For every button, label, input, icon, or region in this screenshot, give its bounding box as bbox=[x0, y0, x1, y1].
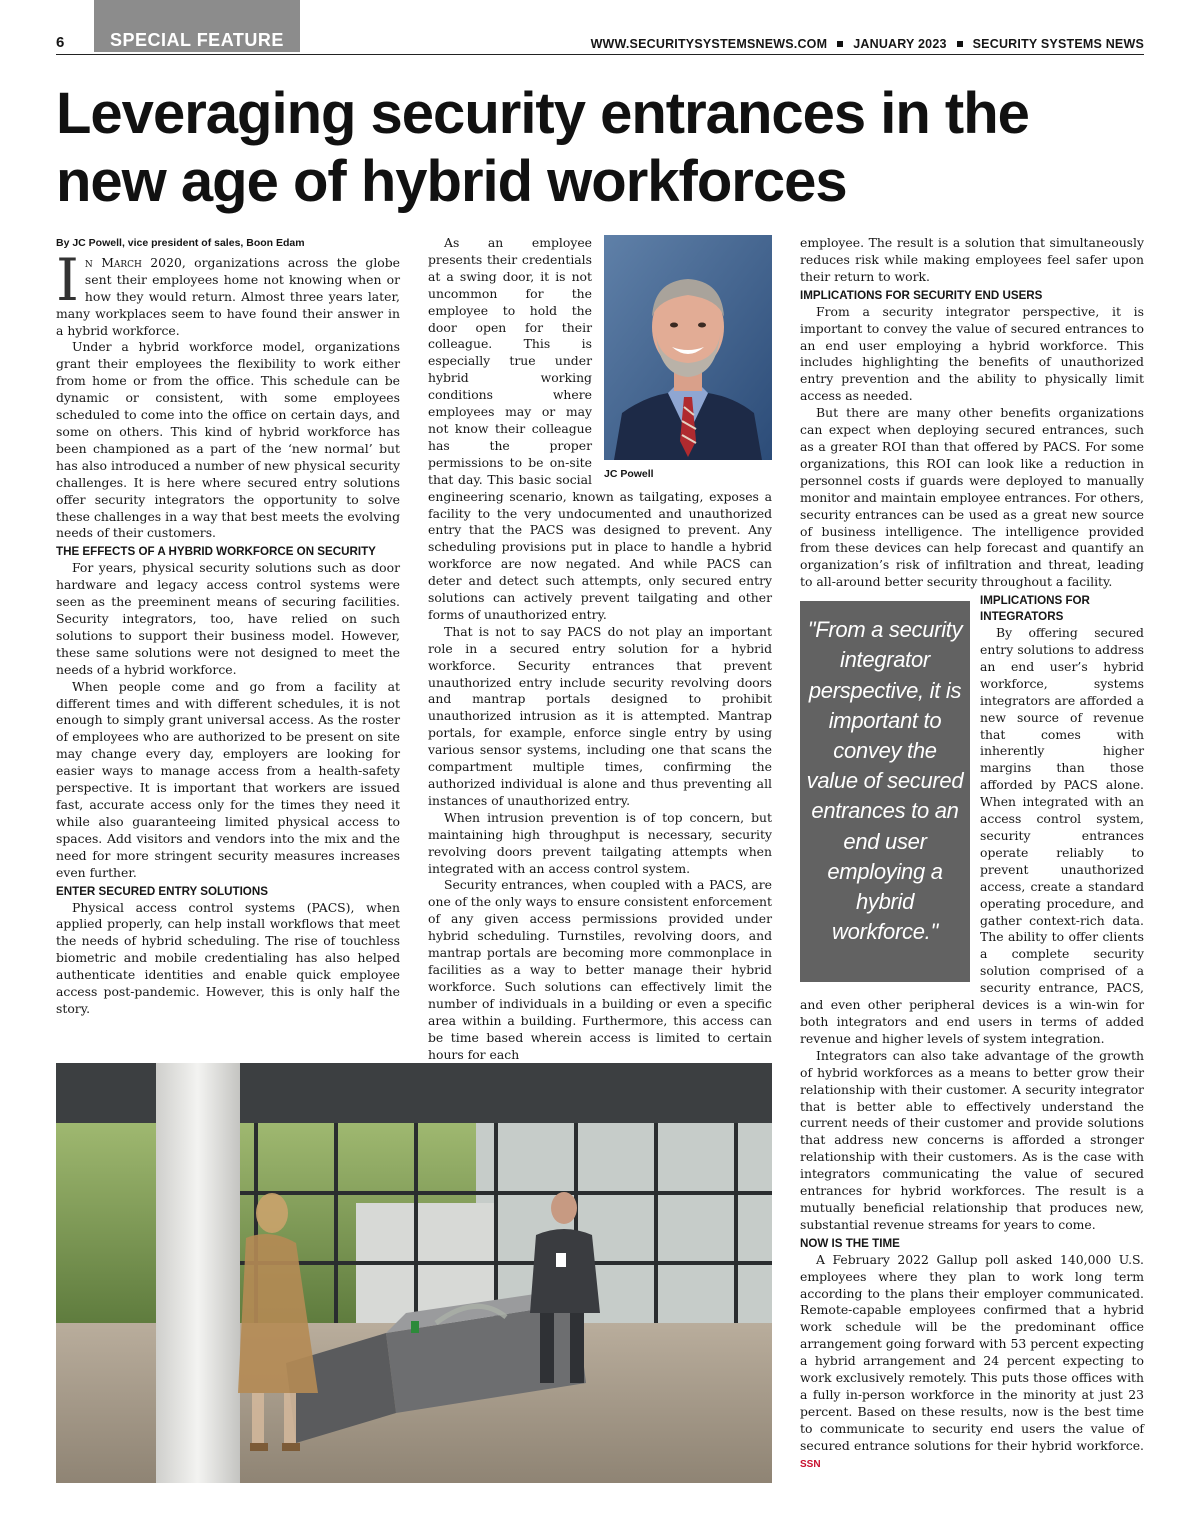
subhead: NOW IS THE TIME bbox=[800, 1236, 900, 1250]
masthead bbox=[591, 37, 1144, 51]
author-photo bbox=[604, 235, 772, 460]
author-headshot bbox=[604, 235, 772, 483]
lead-smallcaps: n March bbox=[84, 254, 142, 270]
publication-name: SECURITY SYSTEMS NEWS bbox=[972, 37, 1144, 51]
article-column-3 bbox=[800, 235, 1144, 1474]
paragraph: Physical access control systems (PACS), when applied properly, can help install workflows that meet the needs of hybrid scheduling. The rise of touchless biometric and mobile credentialing has also helped authenticate identities and enable quick employee access post-pandemic. However, this is only half the story. bbox=[56, 899, 400, 1016]
paragraph: employee. The result is a solution that simultaneously reduces risk while making employees feel safer upon their return to work. bbox=[800, 235, 1144, 284]
article-column-1 bbox=[56, 235, 400, 1018]
paragraph: When people come and go from a facility at different times and with different schedules, it is not enough to simply grant universal access. As the roster of employees who are authorized to be present on site may change every day, employers are looking for easier ways to manage access from a health-safety perspective. It is important that workers are issued fast, accurate access only for the times they need it while also guaranteeing limited physical access to spaces. Add visitors and vendors into the mix and the need for more stringent security measures increases even further. bbox=[56, 678, 400, 880]
separator-square-icon bbox=[957, 41, 963, 47]
paragraph: From a security integrator perspective, it is important to convey the value of secured entrances to an end user employing a hybrid workforce. This includes highlighting the benefits of unauthorized entry prevention and the ability to physically limit access as needed. bbox=[800, 303, 1144, 404]
paragraph-text: A February 2022 Gallup poll asked 140,000 U.S. employees where they plan to work long term according to the plans their employer communicated. Remote-capable employees confirmed that a hybrid work schedule will be the predominant office arrangement going forward with 53 percent expecting a hybrid arrangement and 24 percent expecting to work exclusively remotely. This puts those offices with a fully in-person workforce in the minority at just 23 percent. Based on these results, now is the best time to communicate to security end users the value of secured entrance solutions for their hybrid workforce. bbox=[800, 1251, 1144, 1453]
subhead: THE EFFECTS OF A HYBRID WORKFORCE ON SECURITY bbox=[56, 545, 376, 559]
paragraph: For years, physical security solutions such as door hardware and legacy access control systems were seen as the preeminent means of securing facilities. Security integrators, too, have relied on such solutions to support their business model. However, these same solutions were not designed to meet the needs of a hybrid workforce. bbox=[56, 560, 400, 677]
paragraph: As an employee presents their credentials at a swing door, it is not uncommon for the employee to hold the door open for their colleague. This is especially true under hybrid working conditions where employees may or may not know their colleague has the proper permissions to be on-site that day. This basic social engineering scenario, known as tailgating, exposes a facility to the very undocumented and unauthorized entry that the PACS was designed to prevent. Any scheduling provisions put in place to handle a hybrid workforce are now negated. And while PACS can deter and detect such attempts, only secured entry solutions can actively prevent tailgating and other forms of unauthorized entry. bbox=[428, 235, 772, 622]
headshot-caption: JC Powell bbox=[604, 468, 654, 480]
subhead: IMPLICATIONS FOR INTEGRATORS bbox=[980, 594, 1090, 624]
end-mark: SSN bbox=[800, 1458, 821, 1470]
paragraph: But there are many other benefits organizations can expect when deploying secured entrances, such as a greater ROI than that offered by PACS. For some organizations, this ROI can look like a reduction in personnel costs if guards were deployed to manually monitor and maintain employee entrances. For others, security entrances can be used as a great new source of business intelligence. The intelligence provided from these devices can help forecast and quantify an organization’s risk of infiltration and threat, leading to all-around better security throughout a facility. bbox=[800, 405, 1144, 590]
site-url: WWW.SECURITYSYSTEMSNEWS.COM bbox=[590, 37, 828, 51]
separator-square-icon bbox=[837, 41, 843, 47]
paragraph: Integrators can also take advantage of the growth of hybrid workforces as a means to better grow their relationship with their customer. A security integrator that is better able to effectively understand the current needs of their customer and provide solutions that address new concerns is afforded a stronger relationship with their customers. As is the case with integrators communicating the value of secured entrances for hybrid workforces. The result is a mutually beneficial relationship that produces new, substantial revenue streams for years to come. bbox=[800, 1047, 1144, 1232]
paragraph: Security entrances, when coupled with a PACS, are one of the only ways to ensure consistent enforcement of any given access permissions provided under hybrid scheduling. Turnstiles, revolving doors, and mantrap portals are becoming more commonplace in facilities as a way to better manage their hybrid workforce. Such solutions can effectively limit the number of individuals in a building or even a specific area within a building. Furthermore, this access can be time based wherein access is limited to certain hours for each bbox=[428, 877, 772, 1062]
page-number: 6 bbox=[56, 34, 65, 51]
headline: Leveraging security entrances in the new age of hybrid workforces bbox=[56, 81, 1029, 214]
pull-quote: "From a security integrator perspective, it is important to convey the value of secured entrances to an end user employing a hybrid workforce." bbox=[800, 601, 970, 982]
lead-paragraph bbox=[56, 245, 401, 340]
paragraph: By offering secured entry solutions to address an end user’s hybrid workforce, systems integrators are afforded a new source of revenue that comes with inherently higher margins than those afforded by PACS alone. When integrated with an access control system, security entrances operate reliably to prevent unauthorized access, create a standard operating procedure, and gather context-rich data. The ability to offer clients a complete security solution comprised of a security entrance, PACS, and even other peripheral devices is a win-win for both integrators and end users in terms of added revenue and higher levels of system integration. bbox=[800, 625, 1144, 1046]
paragraph: When intrusion prevention is of top concern, but maintaining high throughput is necessary, security revolving doors prevent tailgating attempts when integrated with an access control system. bbox=[428, 809, 772, 876]
drop-cap: I bbox=[56, 245, 79, 314]
header-rule bbox=[56, 54, 1144, 55]
subhead: IMPLICATIONS FOR SECURITY END USERS bbox=[800, 288, 1043, 302]
paragraph: Under a hybrid workforce model, organizations grant their employees the flexibility to work either from home or from the office. This schedule can be dynamic or consistent, with some employees scheduled to come into the office on certain days, and some on others. This kind of hybrid workforce has been championed as a part of the ‘new normal’ but has also introduced a number of new physical security challenges. It is here where secured entry solutions offer security integrators the opportunity to solve these challenges in a way that best meets the evolving needs of their customers. bbox=[56, 339, 400, 541]
lead-text: 2020, organizations across the globe sent their employees home not knowing when or how they would return. Almost three years later, many workplaces seem to have found their answer in a hybrid workforce. bbox=[56, 254, 401, 338]
issue-date: JANUARY 2023 bbox=[853, 37, 947, 51]
paragraph bbox=[800, 1252, 1144, 1474]
subhead: ENTER SECURED ENTRY SOLUTIONS bbox=[56, 884, 268, 898]
paragraph: That is not to say PACS do not play an important role in a secured entry solution for a hybrid workforce. Security entrances that prevent unauthorized entry include security revolving doors and mantrap portals designed to prohibit unauthorized intrusion as it is attempted. Mantrap portals, for example, enforce single entry by using various sensor systems, including one that scans the compartment multiple times, confirming the authorized individual is alone and thus preventing all instances of unauthorized entry. bbox=[428, 623, 772, 808]
lobby-turnstile-photo bbox=[56, 1063, 772, 1483]
article-column-2 bbox=[428, 235, 772, 1063]
byline: By JC Powell, vice president of sales, Boon Edam bbox=[56, 237, 305, 249]
section-tab: SPECIAL FEATURE bbox=[94, 0, 300, 52]
